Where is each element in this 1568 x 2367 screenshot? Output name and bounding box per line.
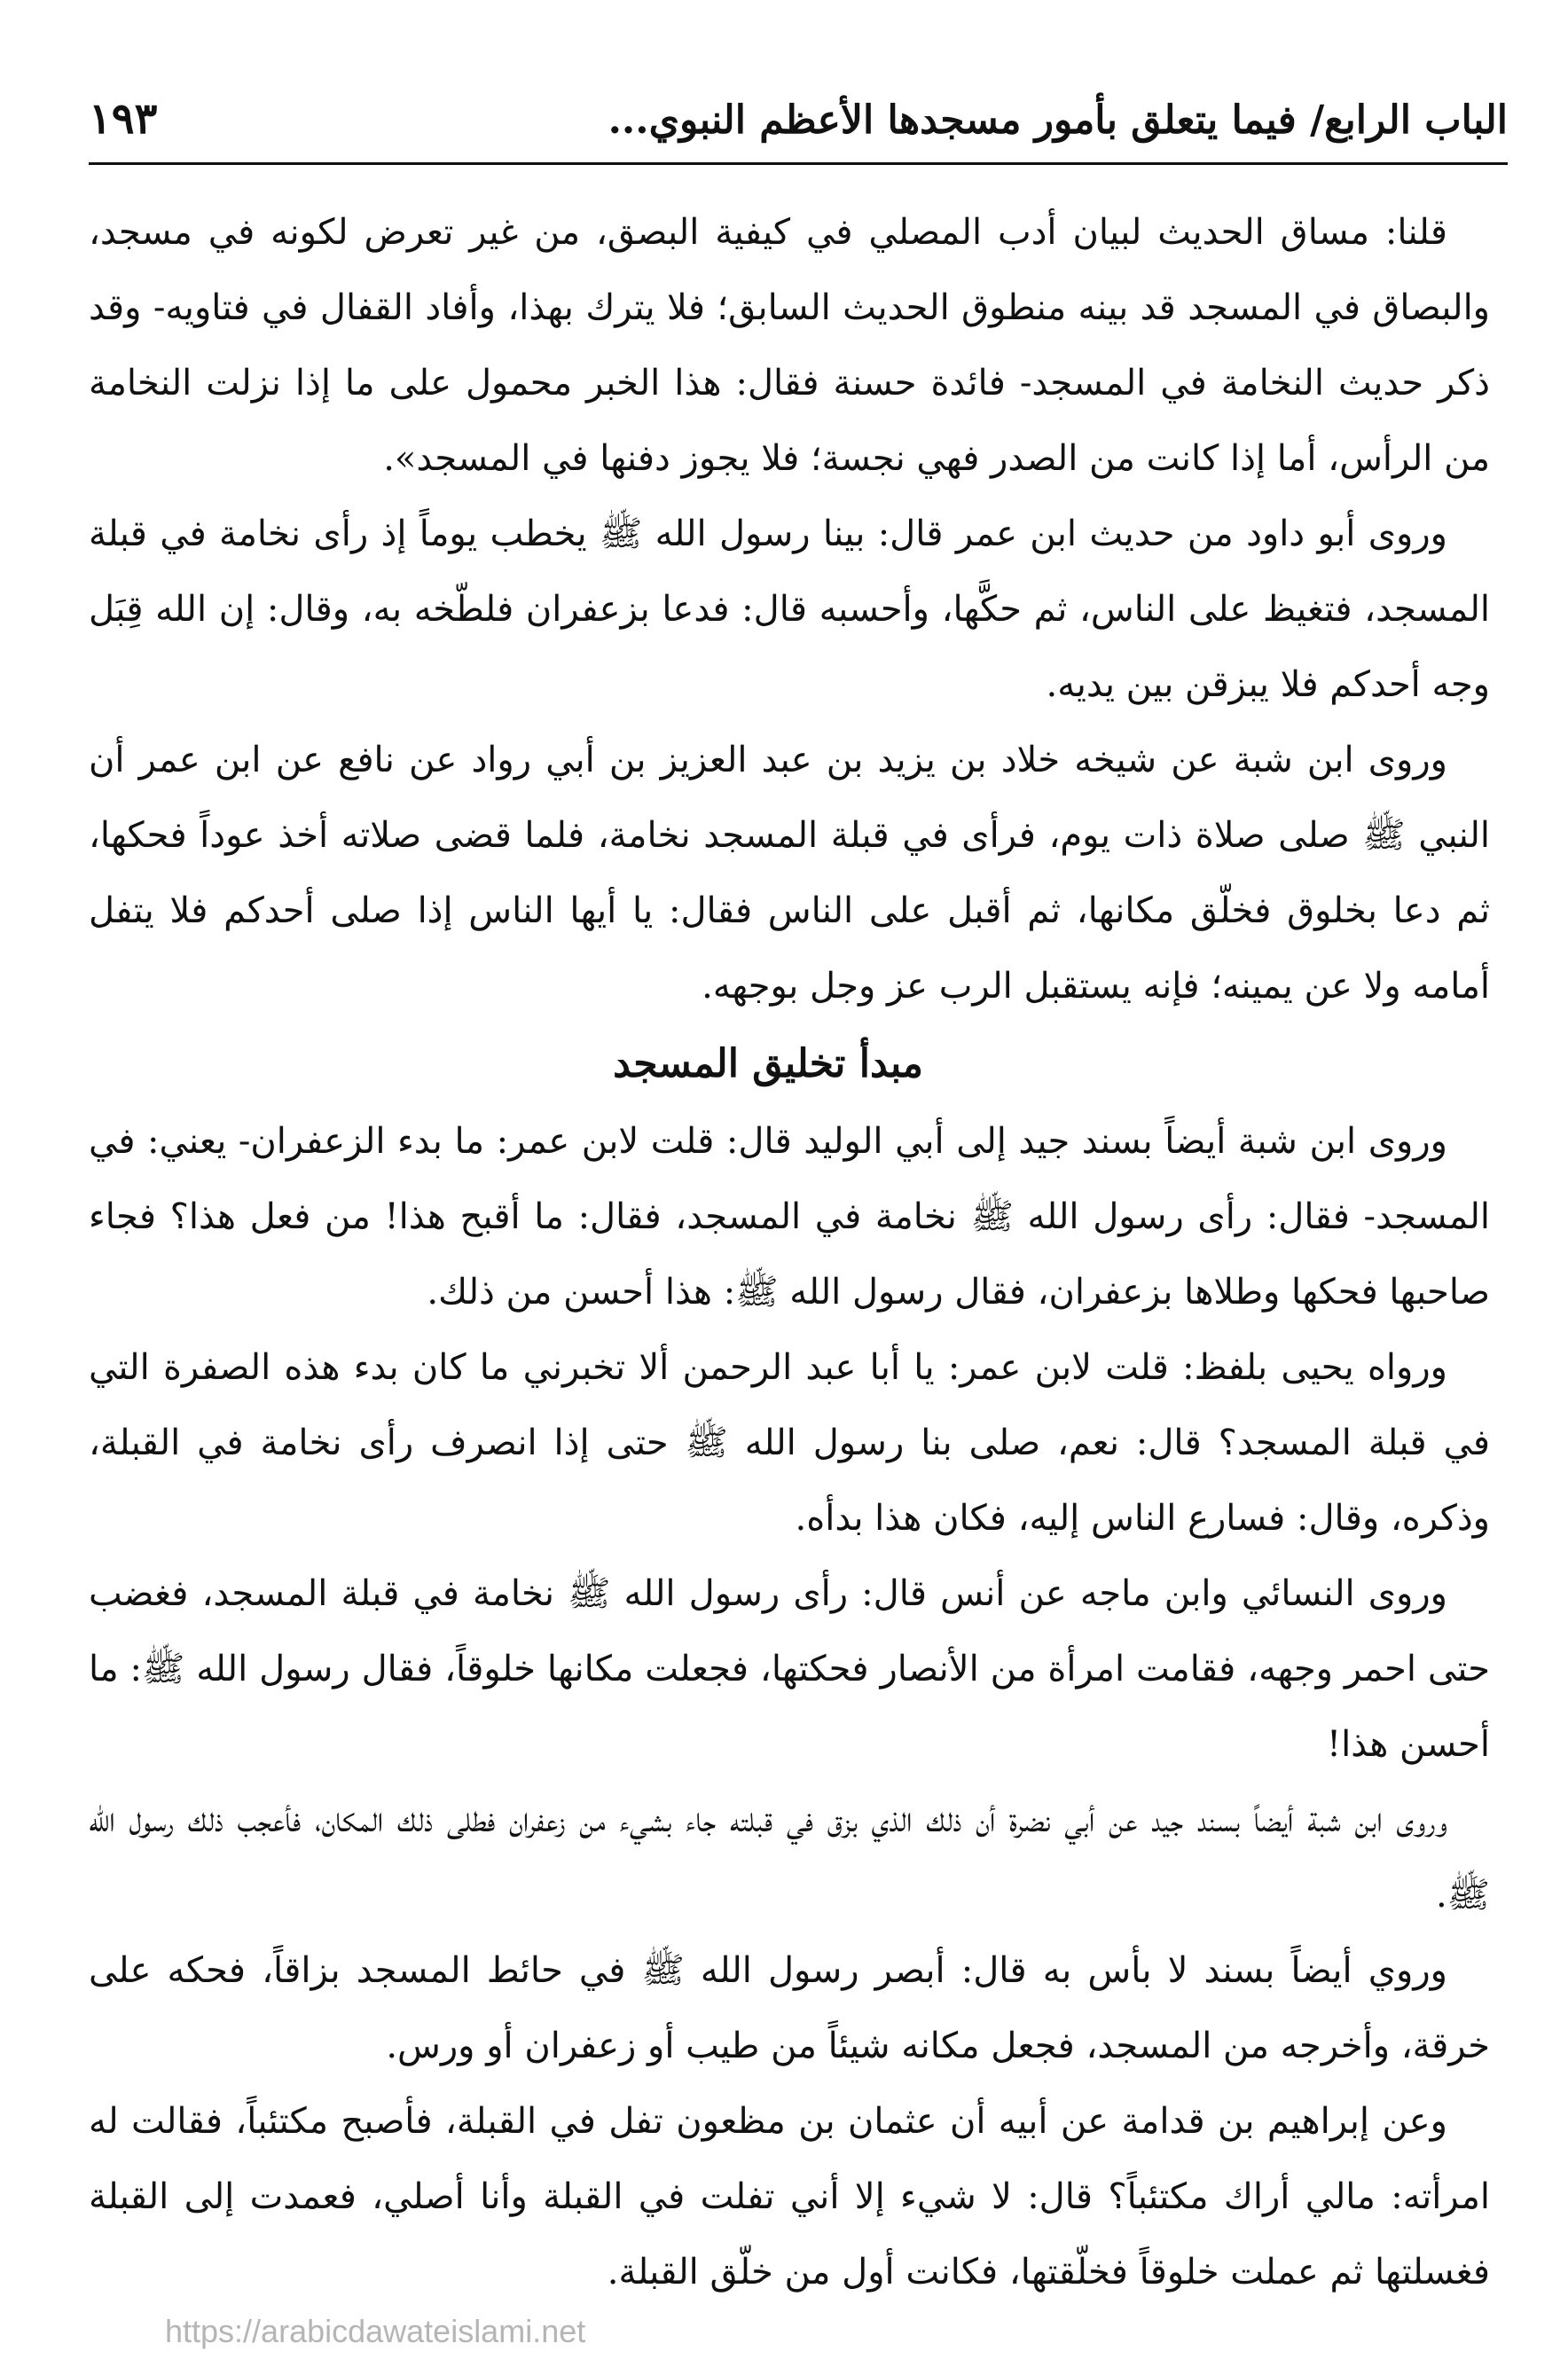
paragraph-9: وعن إبراهيم بن قدامة عن أبيه أن عثمان بن مظعون تفل في القبلة، فأصبح مكتئباً، فقالت له امرأته: مالي أراك مكتئباً؟ قال: لا شيء إلا أني تفلت في القبلة وأنا أصلي، فعمدت إلى القبلة فغسلتها ثم عملت خلوقاً فخلّقتها، فكانت أول من خلّق القبلة. bbox=[89, 2101, 1490, 2293]
page-number: ١٩٣ bbox=[89, 94, 158, 144]
paragraph-7: وروى ابن شبة أيضاً بسند جيد عن أبي نضرة أن ذلك الذي بزق في قبلته جاء بشيء من زعفران فطلى ذلك المكان، فأعجب ذلك رسول الله ﷺ. bbox=[89, 1799, 1490, 1916]
paragraph-8: وروي أيضاً بسند لا بأس به قال: أبصر رسول الله ﷺ في حائط المسجد بزاقاً، فحكه على خرقة، وأخرجه من المسجد، فجعل مكانه شيئاً من طيب أو زعفران أو ورس. bbox=[89, 1950, 1490, 2066]
paragraph-6: وروى النسائي وابن ماجه عن أنس قال: رأى رسول الله ﷺ نخامة في قبلة المسجد، فغضب حتى احمر وجهه، فقامت امرأة من الأنصار فحكتها، فجعلت مكانها خلوقاً، فقال رسول الله ﷺ: ما أحسن هذا! bbox=[89, 1573, 1490, 1765]
page-header bbox=[89, 89, 1508, 160]
chapter-title: الباب الرابع/ فيما يتعلق بأمور مسجدها الأعظم النبوي... bbox=[608, 98, 1508, 143]
body-text bbox=[89, 195, 1490, 2310]
section-heading: مبدأ تخليق المسجد bbox=[613, 1041, 923, 1086]
header-divider bbox=[89, 162, 1508, 165]
paragraph-2: وروى أبو داود من حديث ابن عمر قال: بينا رسول الله ﷺ يخطب يوماً إذ رأى نخامة في قبلة المسجد، فتغيظ على الناس، ثم حكَّها، وأحسبه قال: فدعا بزعفران فلطّخه به، وقال: إن الله قِبَل وجه أحدكم فلا يبزقن بين يديه. bbox=[89, 513, 1490, 705]
watermark-url: https://arabicdawateislami.net bbox=[165, 2313, 586, 2349]
paragraph-3: وروى ابن شبة عن شيخه خلاد بن يزيد بن عبد العزيز بن أبي رواد عن نافع عن ابن عمر أن النبي ﷺ صلى صلاة ذات يوم، فرأى في قبلة المسجد نخامة، فلما قضى صلاته أخذ عوداً فحكها، ثم دعا بخلوق فخلّق مكانها، ثم أقبل على الناس فقال: يا أيها الناس إذا صلى أحدكم فلا يتفل أمامه ولا عن يمينه؛ فإنه يستقبل الرب عز وجل بوجهه. bbox=[89, 740, 1490, 1007]
paragraph-4: وروى ابن شبة أيضاً بسند جيد إلى أبي الوليد قال: قلت لابن عمر: ما بدء الزعفران- يعني: في المسجد- فقال: رأى رسول الله ﷺ نخامة في المسجد، فقال: ما أقبح هذا! من فعل هذا؟ فجاء صاحبها فحكها وطلاها بزعفران، فقال رسول الله ﷺ: هذا أحسن من ذلك. bbox=[89, 1121, 1490, 1313]
paragraph-5: ورواه يحيى بلفظ: قلت لابن عمر: يا أبا عبد الرحمن ألا تخبرني ما كان بدء هذه الصفرة التي في قبلة المسجد؟ قال: نعم، صلى بنا رسول الله ﷺ حتى إذا انصرف رأى نخامة في القبلة، وذكره، وقال: فسارع الناس إليه، فكان هذا بدأه. bbox=[89, 1347, 1490, 1539]
paragraph-1: قلنا: مساق الحديث لبيان أدب المصلي في كيفية البصق، من غير تعرض لكونه في مسجد، والبصاق في المسجد قد بينه منطوق الحديث السابق؛ فلا يترك بهذا، وأفاد القفال في فتاويه- وقد ذكر حديث النخامة في المسجد- فائدة حسنة فقال: هذا الخبر محمول على ما إذا نزلت النخامة من الرأس، أما إذا كانت من الصدر فهي نجسة؛ فلا يجوز دفنها في المسجد». bbox=[89, 212, 1490, 479]
